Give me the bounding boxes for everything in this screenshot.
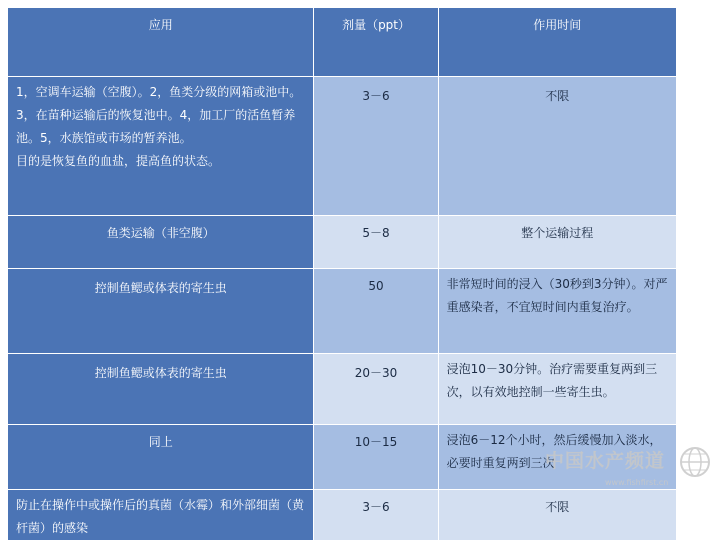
cell-duration [438,354,676,425]
cell-application [8,77,314,216]
duration-text: 浸泡10－30分钟。治疗需要重复两到三次，以有效地控制一些寄生虫。 [446,362,658,399]
application-text: 1，空调车运输（空腹）。2，鱼类分级的网箱或池中。3，在苗种运输后的恢复池中。4，加工厂的活鱼暂养池。5，水族馆或市场的暂养池。 [16,85,302,145]
cell-duration: 不限 [438,77,676,216]
duration-text: 浸泡6－12个小时，然后缓慢加入淡水，必要时重复两到三次 [446,433,662,470]
cell-application: 鱼类运输（非空腹） [8,216,314,269]
cell-dose: 10－15 [314,425,438,490]
table-row [8,216,677,269]
watermark-url: www.fishfirst.cn [605,478,669,487]
table-row [8,425,677,490]
application-text: 防止在操作中或操作后的真菌（水霉）和外部细菌（黄杆菌）的感染 [16,498,305,535]
cell-duration [438,269,676,354]
cell-dose: 20－30 [314,354,438,425]
header-duration: 作用时间 [438,8,676,77]
globe-icon [677,444,713,480]
watermark-title: 中国水产频道 [545,450,666,472]
table-row [8,77,677,216]
cell-dose: 3－6 [314,77,438,216]
table-row [8,269,677,354]
cell-duration [438,425,676,490]
cell-dose: 3－6 [314,490,438,541]
cell-duration: 整个运输过程 [438,216,676,269]
application-purpose: 目的是恢复鱼的血盐，提高鱼的状态。 [16,154,221,168]
table-header-row [8,8,677,77]
cell-application: 控制鱼鳃或体表的寄生虫 [8,354,314,425]
cell-application [8,490,314,541]
cell-dose: 5－8 [314,216,438,269]
cell-duration: 不限 [438,490,676,541]
duration-text: 非常短时间的浸入（30秒到3分钟）。对严重感染者，不宜短时间内重复治疗。 [446,277,668,314]
cell-application: 同上 [8,425,314,490]
cell-dose: 50 [314,269,438,354]
header-dose: 剂量（ppt） [314,8,438,77]
table-row [8,490,677,541]
table-row [8,354,677,425]
ppt-table [7,7,677,541]
header-application: 应用 [8,8,314,77]
cell-application: 控制鱼鳃或体表的寄生虫 [8,269,314,354]
